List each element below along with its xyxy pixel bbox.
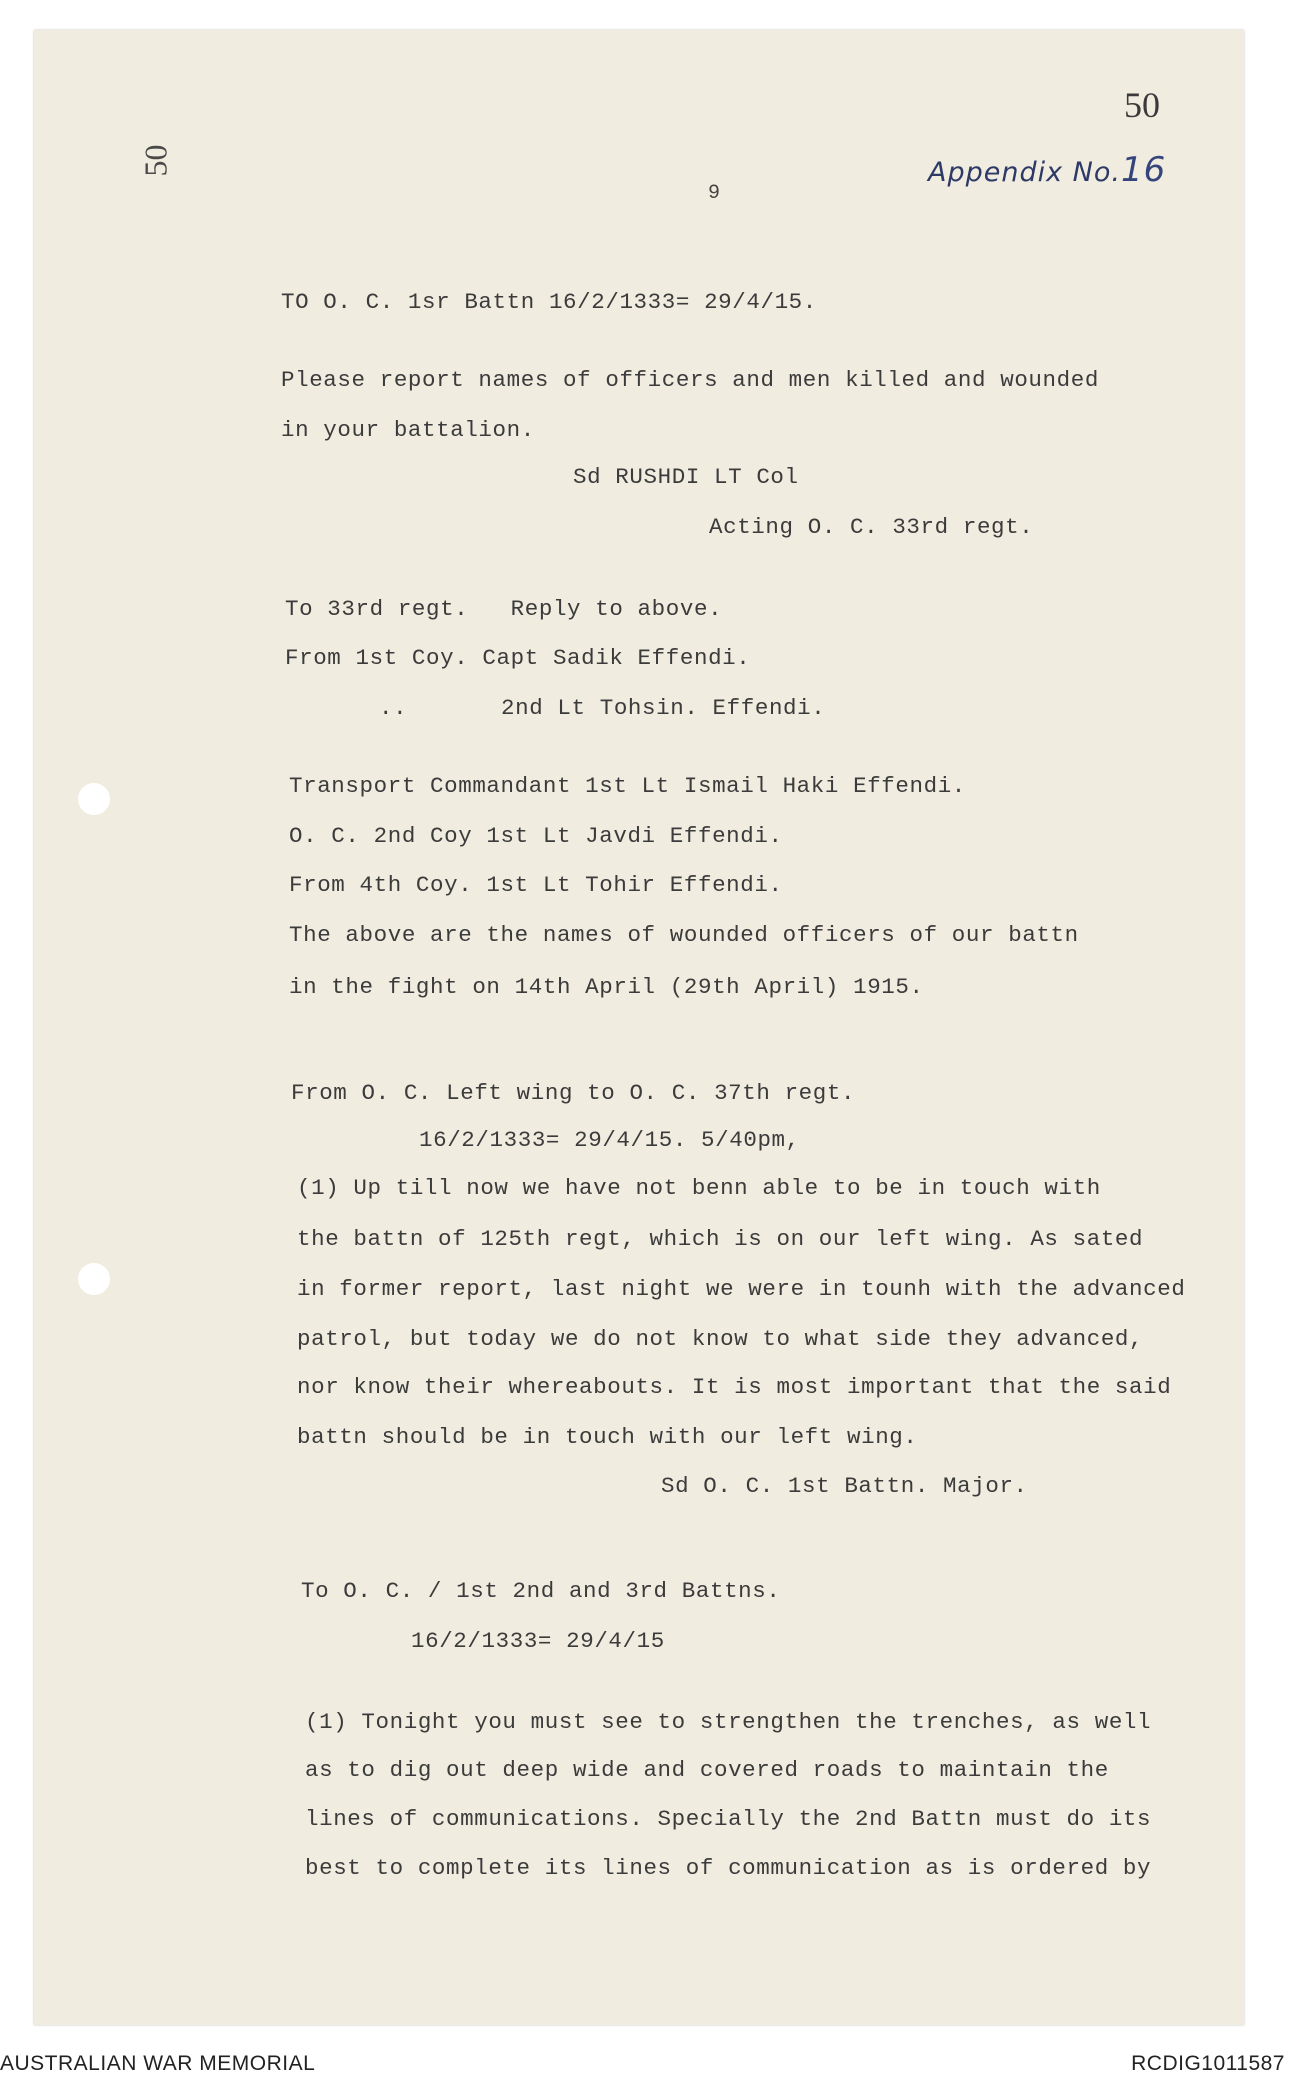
text-line: the battn of 125th regt, which is on our left wing. As sated: [297, 1226, 1144, 1252]
text-line: TO O. C. 1sr Battn 16/2/1333= 29/4/15.: [281, 289, 817, 315]
text-line: From 1st Coy. Capt Sadik Effendi.: [285, 645, 751, 671]
text-line: 16/2/1333= 29/4/15. 5/40pm,: [419, 1127, 800, 1153]
text-line: O. C. 2nd Coy 1st Lt Javdi Effendi.: [289, 823, 783, 849]
text-line: lines of communications. Specially the 2nd Battn must do its: [305, 1806, 1152, 1832]
text-line: nor know their whereabouts. It is most important that the said: [297, 1374, 1172, 1400]
punch-hole: [78, 783, 110, 815]
text-line: The above are the names of wounded officers of our battn: [289, 922, 1079, 948]
appendix-label: Appendix No.: [928, 157, 1121, 188]
text-line: (1) Tonight you must see to strengthen the trenches, as well: [305, 1709, 1152, 1735]
text-line: Transport Commandant 1st Lt Ismail Haki Effendi.: [289, 773, 966, 799]
text-line: Acting O. C. 33rd regt.: [709, 514, 1034, 540]
text-line: in your battalion.: [281, 417, 535, 443]
text-line: (1) Up till now we have not benn able to be in touch with: [297, 1175, 1101, 1201]
footer-record-id: RCDIG1011587: [1131, 2052, 1285, 2075]
text-line: To 33rd regt. Reply to above.: [285, 596, 723, 622]
text-line: Sd RUSHDI LT Col: [573, 464, 799, 490]
text-line: best to complete its lines of communication as is ordered by: [305, 1855, 1152, 1881]
folio-number: 50: [1124, 85, 1160, 125]
text-line: ..: [379, 695, 408, 721]
text-line: To O. C. / 1st 2nd and 3rd Battns.: [301, 1578, 781, 1604]
text-line: From O. C. Left wing to O. C. 37th regt.: [291, 1080, 856, 1106]
footer-credit: AUSTRALIAN WAR MEMORIAL: [0, 2052, 316, 2075]
text-line: battn should be in touch with our left wing.: [297, 1424, 918, 1450]
appendix-number: 16: [1120, 150, 1167, 190]
margin-folio-number: 50: [137, 144, 174, 177]
text-line: patrol, but today we do not know to what side they advanced,: [297, 1326, 1144, 1352]
text-line: in the fight on 14th April (29th April) 1915.: [289, 974, 924, 1000]
punch-hole: [78, 1263, 110, 1295]
text-line: From 4th Coy. 1st Lt Tohir Effendi.: [289, 872, 783, 898]
text-line: 2nd Lt Tohsin. Effendi.: [501, 695, 826, 721]
text-line: Please report names of officers and men killed and wounded: [281, 367, 1099, 393]
document-page-number: 9: [708, 182, 721, 205]
text-line: 16/2/1333= 29/4/15: [411, 1628, 665, 1654]
text-line: in former report, last night we were in tounh with the advanced: [297, 1276, 1186, 1302]
text-line: as to dig out deep wide and covered roads to maintain the: [305, 1757, 1109, 1783]
text-line: Sd O. C. 1st Battn. Major.: [661, 1473, 1028, 1499]
appendix-annotation: [928, 150, 1166, 190]
